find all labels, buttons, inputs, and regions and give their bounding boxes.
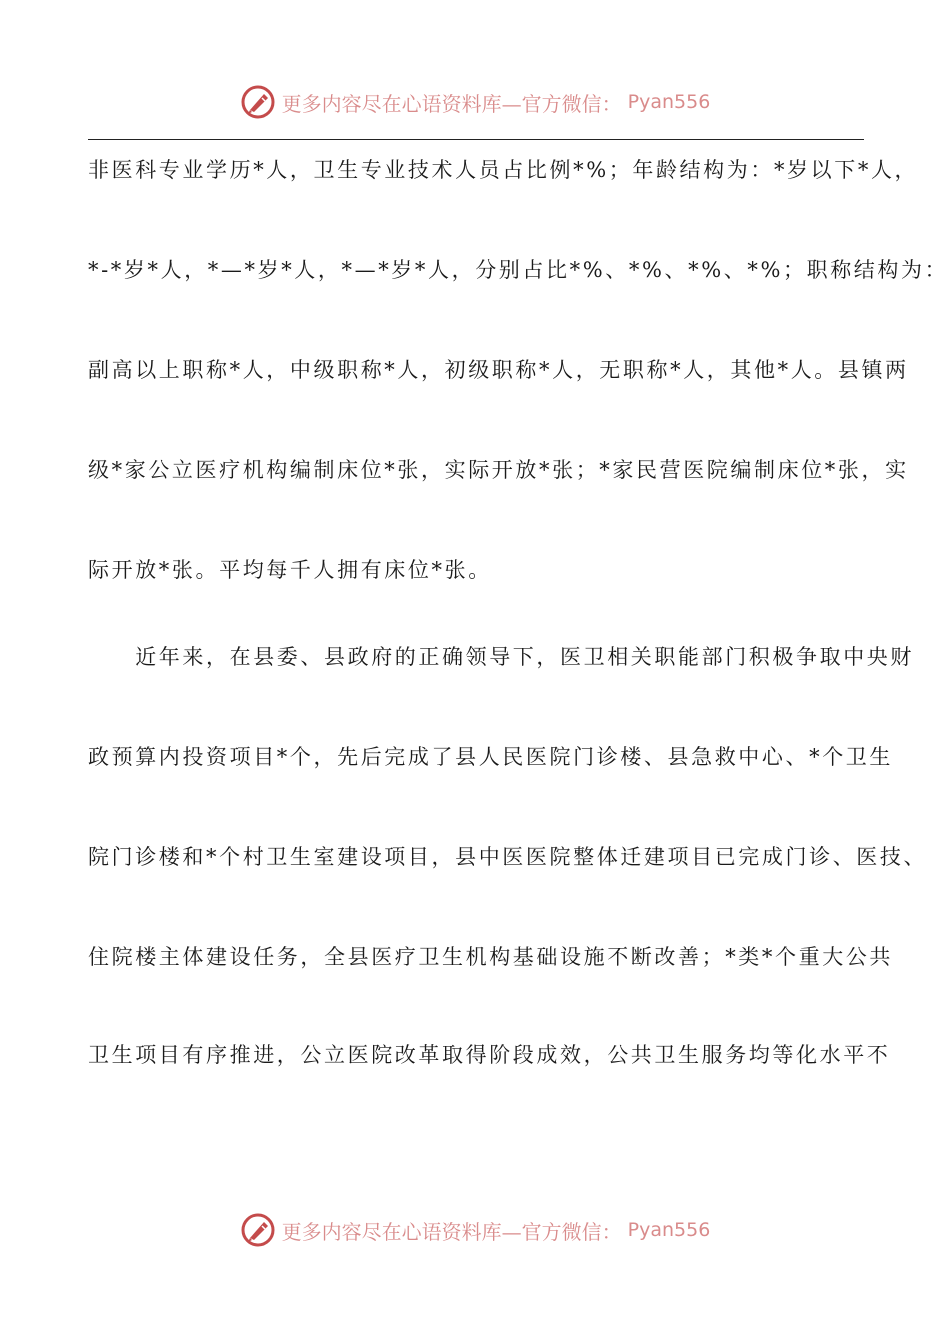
watermark-text: 更多内容尽在心语资料库—官方微信： — [281, 1219, 622, 1244]
body-line-5: 际开放*张。平均每千人拥有床位*张。 — [88, 558, 492, 582]
pen-nib-circle-icon — [240, 1212, 276, 1248]
pen-nib-circle-icon — [240, 84, 276, 120]
header-watermark — [0, 84, 950, 120]
body-line-2: *-*岁*人，*—*岁*人，*—*岁*人，分别占比*%、*%、*%、*%；职称结构为： — [88, 258, 949, 282]
header-divider — [88, 139, 864, 140]
body-line-6: 近年来，在县委、县政府的正确领导下，医卫相关职能部门积极争取中央财 — [88, 645, 914, 669]
body-line-4: 级*家公立医疗机构编制床位*张，实际开放*张；*家民营医院编制床位*张，实 — [88, 458, 909, 482]
body-line-1: 非医科专业学历*人，卫生专业技术人员占比例*%；年龄结构为：*岁以下*人， — [88, 158, 919, 182]
body-line-10: 卫生项目有序推进，公立医院改革取得阶段成效，公共卫生服务均等化水平不 — [88, 1043, 891, 1067]
watermark-wechat-id: Pyan556 — [627, 1219, 711, 1241]
watermark-text: 更多内容尽在心语资料库—官方微信： — [281, 91, 622, 116]
body-line-8: 院门诊楼和*个村卫生室建设项目，县中医医院整体迁建项目已完成门诊、医技、 — [88, 845, 928, 869]
body-line-3: 副高以上职称*人，中级职称*人，初级职称*人，无职称*人，其他*人。县镇两 — [88, 358, 909, 382]
footer-watermark — [0, 1212, 950, 1248]
watermark-wechat-id: Pyan556 — [627, 91, 711, 113]
body-line-7: 政预算内投资项目*个，先后完成了县人民医院门诊楼、县急救中心、*个卫生 — [88, 745, 893, 769]
body-line-9: 住院楼主体建设任务，全县医疗卫生机构基础设施不断改善；*类*个重大公共 — [88, 945, 893, 969]
